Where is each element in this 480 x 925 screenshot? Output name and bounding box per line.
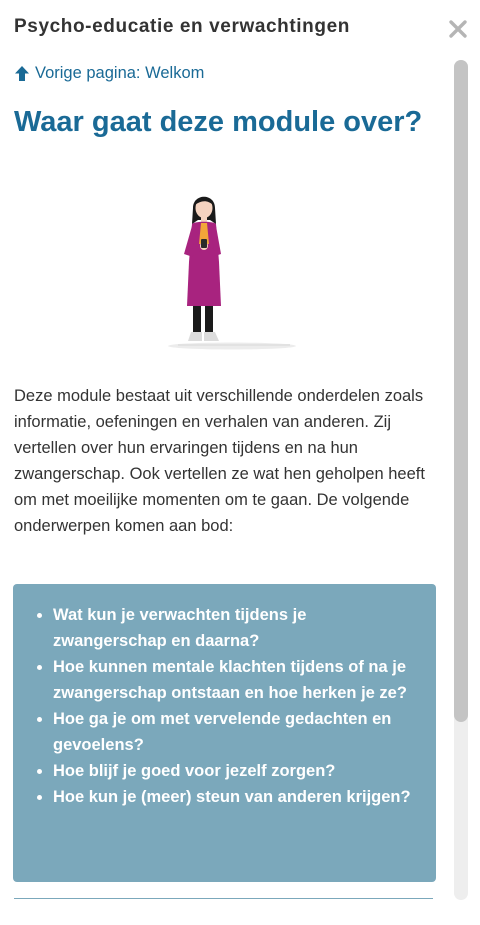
scrollbar-thumb[interactable] (454, 60, 468, 722)
close-button[interactable] (446, 17, 470, 41)
section-divider (14, 898, 433, 899)
previous-page-label: Vorige pagina: Welkom (35, 64, 205, 82)
close-icon (446, 17, 470, 41)
topic-item: • Wat kun je verwachten tijdens je zwangerschap en daarna? (53, 602, 420, 654)
topic-item: • Hoe kun je (meer) steun van anderen krijgen? (53, 784, 420, 810)
topic-item: • Hoe blijf je goed voor jezelf zorgen? (53, 758, 420, 784)
topics-box (13, 584, 436, 882)
previous-page-link[interactable] (14, 64, 204, 83)
topics-list (13, 584, 436, 810)
intro-paragraph: Deze module bestaat uit verschillende onderdelen zoals informatie, oefeningen en verhalen van anderen. Zij vertellen over hun ervaringen tijdens en na hun zwangerschap. Ook vertellen ze wat hen geholpen heeft om met moeilijke momenten om te gaan. De volgende onderwerpen komen aan bod: (14, 387, 425, 535)
panel-header (0, 0, 480, 56)
content-area (0, 56, 448, 925)
page-heading: Waar gaat deze module over? (14, 106, 423, 138)
topic-item: • Hoe ga je om met vervelende gedachten en gevoelens? (53, 706, 420, 758)
woman-with-phone-illustration (160, 186, 302, 356)
panel-title: Psycho-educatie en verwachtingen (14, 16, 350, 37)
arrow-up-icon (14, 65, 30, 82)
topic-item: • Hoe kunnen mentale klachten tijdens of na je zwangerschap ontstaan en hoe herken je ze? (53, 654, 420, 706)
